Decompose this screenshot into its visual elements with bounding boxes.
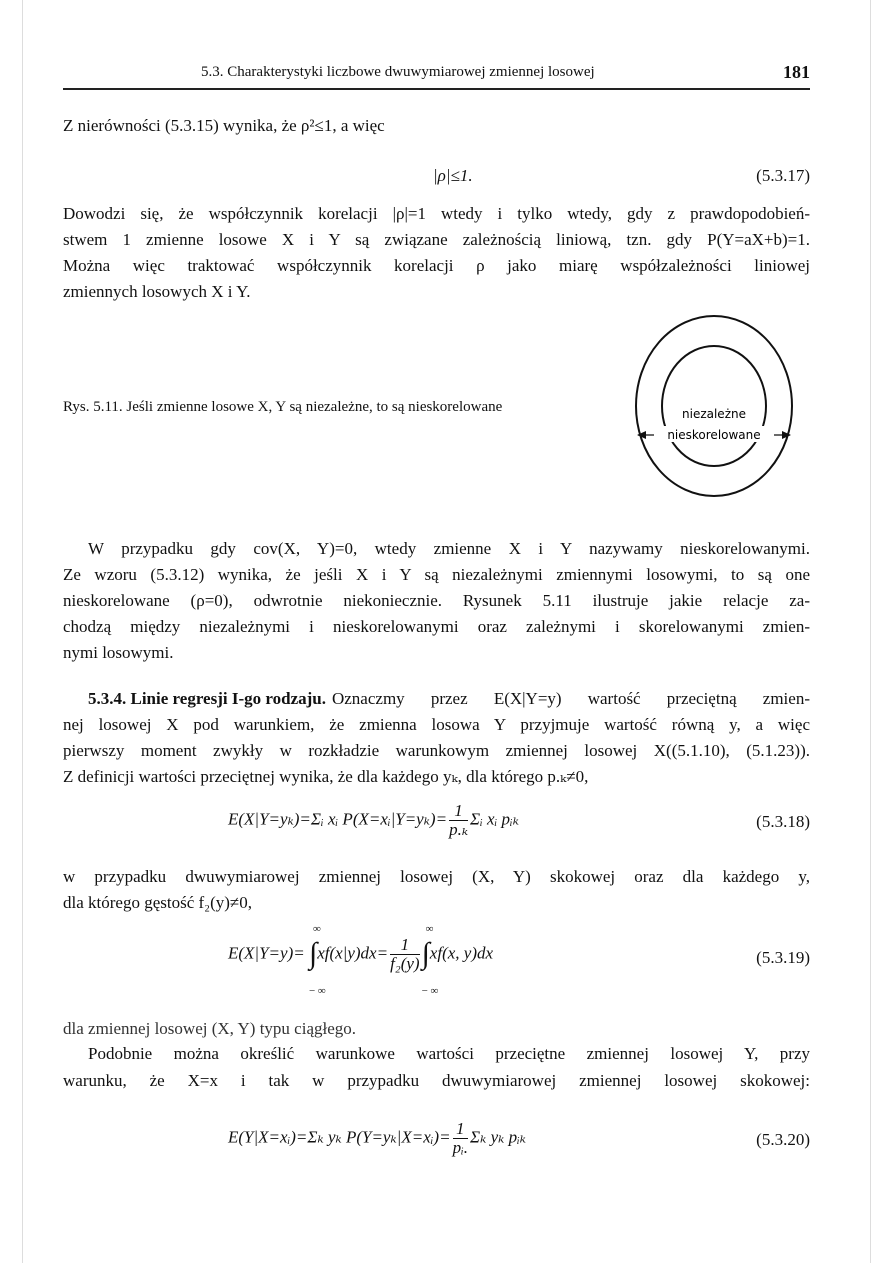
paragraph-line: W przypadku gdy cov(X, Y)=0, wtedy zmienne X i Y nazywamy nieskorelowanymi. (88, 539, 810, 558)
outer-ellipse (636, 316, 792, 496)
paragraph-line: pierwszy moment zwykły w rozkładzie warunkowym zmiennej losowej X((5.1.10), (5.1.23)). (63, 741, 810, 760)
header-rule (63, 88, 810, 90)
paragraph-line: Można więc traktować współczynnik korelacji ρ jako miarę współzależności liniowej (63, 256, 810, 275)
equation-number: (5.3.17) (756, 166, 810, 185)
running-header (63, 62, 810, 84)
paragraph-line: Ze wzoru (5.3.12) wynika, że jeśli X i Y są niezależnymi zmiennymi losowymi, to są one (63, 565, 810, 584)
equation-5-3-20 (228, 1120, 526, 1157)
integrand: xf(x, y)dx (429, 943, 494, 963)
equation-number: (5.3.19) (756, 948, 810, 967)
lower-limit: − ∞ (308, 985, 326, 998)
equation-5-3-19 (228, 923, 494, 998)
outer-label: nieskorelowane (667, 428, 761, 442)
equation-number: (5.3.18) (756, 812, 810, 831)
section-heading: 5.3.4. Linie regresji I-go rodzaju. (88, 689, 326, 708)
paragraph-line: warunku, że X=x i tak w przypadku dwuwymiarowej zmiennej losowej skokowej: (63, 1071, 810, 1090)
header-title: 5.3. Charakterystyki liczbowe dwuwymiarowej zmiennej losowej (201, 64, 595, 80)
integral-sign: ∫ (421, 937, 430, 971)
figure-caption: Rys. 5.11. Jeśli zmienne losowe X, Y są niezależne, to są nieskorelowane (63, 399, 503, 415)
equation-rhs: Σₖ yₖ pᵢₖ (470, 1127, 526, 1147)
integrand: xf(x|y)dx= (317, 943, 389, 963)
denominator: f₂(y) (390, 954, 420, 973)
equation-5-3-17: |ρ|≤1. (433, 166, 473, 185)
equation-lhs: E(X|Y=y)= (228, 943, 305, 963)
lower-limit: − ∞ (421, 985, 439, 998)
upper-limit: ∞ (312, 923, 321, 936)
inner-ellipse (662, 346, 766, 466)
fraction (449, 802, 468, 839)
paragraph-line: Dowodzi się, że współczynnik korelacji |ρ|=1 wtedy i tylko wtedy, gdy z prawdopodobień- (63, 204, 810, 223)
paragraph-line: nymi losowymi. (63, 643, 174, 662)
numerator: 1 (390, 936, 420, 955)
upper-limit: ∞ (425, 923, 434, 936)
equation-5-3-18 (228, 802, 519, 839)
inner-label: niezależne (682, 407, 746, 421)
denominator: p.ₖ (449, 820, 469, 839)
equation-lhs: E(X|Y=yₖ)=Σᵢ xᵢ P(X=xᵢ|Y=yₖ)= (228, 809, 448, 829)
numerator: 1 (453, 1120, 468, 1139)
denominator: pᵢ. (452, 1138, 469, 1157)
page-edge-right (870, 0, 871, 1263)
paragraph-line: chodzą między niezależnymi i nieskorelowanymi oraz zależnymi i skorelowanymi zmien- (63, 617, 810, 636)
paragraph-line: zmiennych losowych X i Y. (63, 282, 251, 301)
equation-number: (5.3.20) (756, 1130, 810, 1149)
paragraph-line: Oznaczmy przez E(X|Y=y) wartość przeciętną zmien- (331, 689, 810, 708)
fraction (453, 1120, 468, 1157)
equation-rhs: Σᵢ xᵢ pᵢₖ (470, 809, 519, 829)
paragraph-line: w przypadku dwuwymiarowej zmiennej losowej (X, Y) skokowej oraz dla każdego y, (63, 867, 810, 886)
paragraph-line: nej losowej X pod warunkiem, że zmienna losowa Y przyjmuje wartość równą y, a więc (63, 715, 810, 734)
numerator: 1 (449, 802, 468, 821)
fraction (390, 936, 420, 973)
paragraph-line: Z nierówności (5.3.15) wynika, że ρ²≤1, a więc (63, 116, 385, 135)
paragraph-line: nieskorelowane (ρ=0), odwrotnie niekoniecznie. Rysunek 5.11 ilustruje jakie relacje za- (63, 591, 810, 610)
equation-lhs: E(Y|X=xᵢ)=Σₖ yₖ P(Y=yₖ|X=xᵢ)= (228, 1127, 451, 1147)
paragraph-line: dla którego gęstość f₂(y)≠0, (63, 893, 252, 912)
page-number: 181 (783, 62, 810, 82)
paragraph-line: stwem 1 zmienne losowe X i Y są związane zależnością liniową, tzn. gdy P(Y=aX+b)=1. (63, 230, 810, 249)
section-first-line (88, 689, 810, 709)
figure-5-11-diagram (630, 312, 800, 502)
paragraph-line: dla zmiennej losowej (X, Y) typu ciągłego. (63, 1019, 357, 1038)
integral-sign: ∫ (308, 937, 318, 971)
paragraph-line: Podobnie można określić warunkowe wartości przeciętne zmiennej losowej Y, przy (88, 1044, 810, 1063)
page-edge-left (22, 0, 23, 1263)
paragraph-line: Z definicji wartości przeciętnej wynika, że dla każdego yₖ, dla którego p.ₖ≠0, (63, 767, 589, 786)
